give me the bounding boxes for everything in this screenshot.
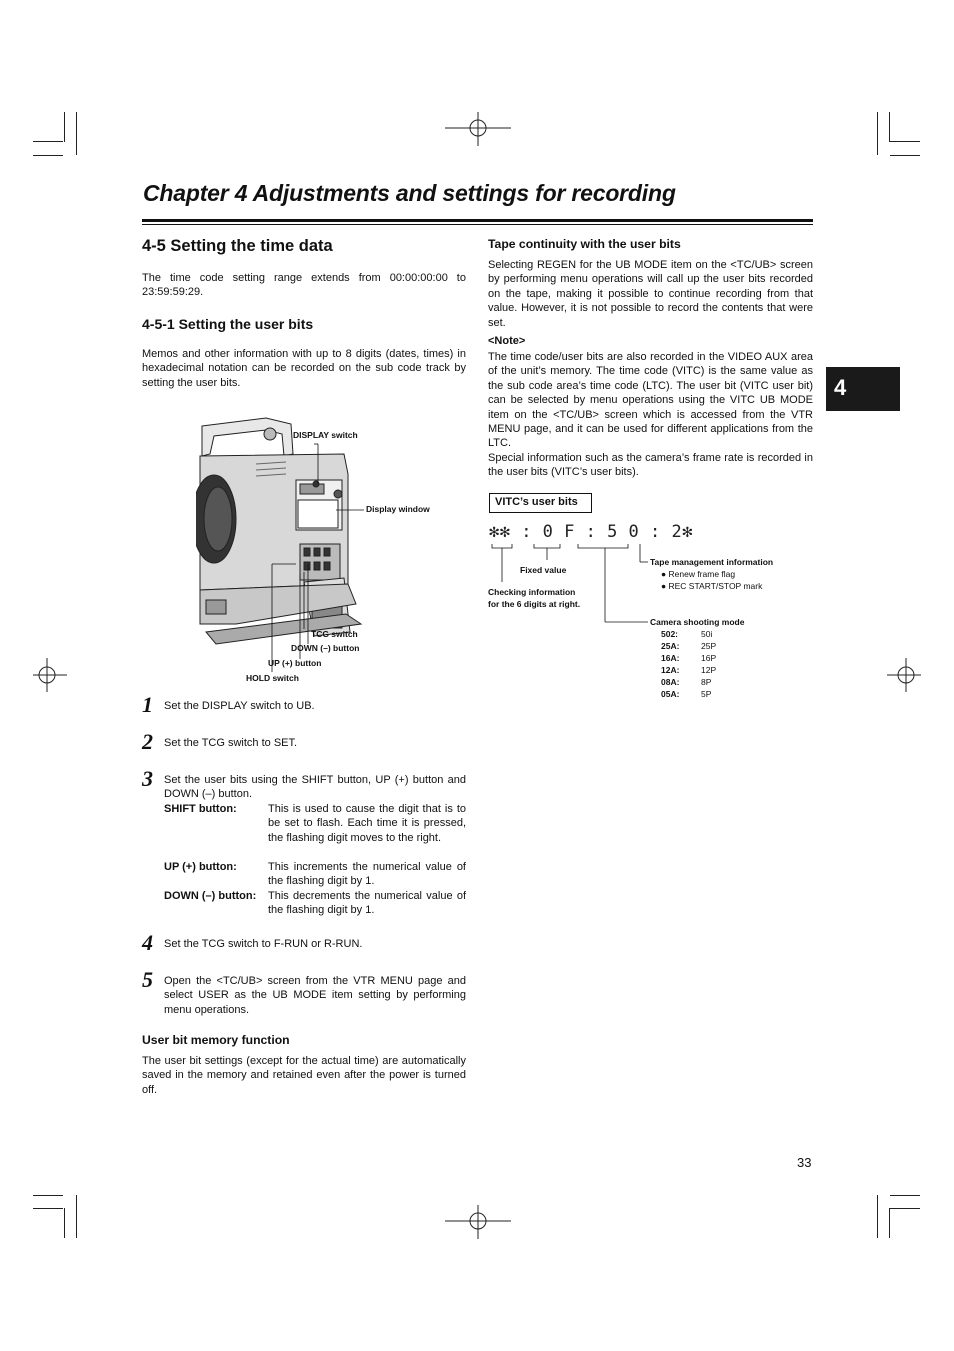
note-text-2: Special information such as the camera’s frame rate is recorded in the user bits (VITC’s user bits). xyxy=(488,452,813,479)
memory-title: User bit memory function xyxy=(142,1033,290,1047)
step-4-number: 4 xyxy=(142,930,153,955)
label-display-switch: DISPLAY switch xyxy=(293,430,358,440)
chapter-rule xyxy=(142,219,813,222)
note-title: <Note> xyxy=(488,335,526,347)
tape-item-rec-mark: ● REC START/STOP mark xyxy=(661,581,763,591)
mode-val-12p: 12P xyxy=(701,665,717,675)
label-tcg-switch: TCG switch xyxy=(311,629,358,639)
mode-code-502: 502: xyxy=(661,629,679,639)
label-up-button: UP (+) button xyxy=(268,658,322,668)
step-3-number: 3 xyxy=(142,766,153,791)
mode-code-05a: 05A: xyxy=(661,689,680,699)
label-checking-info-2: for the 6 digits at right. xyxy=(488,599,581,609)
chapter-title: Chapter 4 Adjustments and settings for recording xyxy=(143,180,676,206)
step-1-text: Set the DISPLAY switch to UB. xyxy=(164,700,315,712)
label-hold-switch: HOLD switch xyxy=(246,673,299,683)
mode-code-12a: 12A: xyxy=(661,665,680,675)
mode-val-5p: 5P xyxy=(701,689,712,699)
step-1-number: 1 xyxy=(142,692,153,717)
tape-title: Tape continuity with the user bits xyxy=(488,237,681,251)
subsection-text: Memos and other information with up to 8 digits (dates, times) in hexadecimal notation can be recorded on the sub code track by setting the user bits. xyxy=(142,348,466,389)
mode-val-8p: 8P xyxy=(701,677,712,687)
step-2-text: Set the TCG switch to SET. xyxy=(164,737,298,749)
vitc-box-label: VITC’s user bits xyxy=(489,493,592,513)
label-fixed-value: Fixed value xyxy=(520,565,567,575)
step-2-number: 2 xyxy=(142,729,153,754)
registration-mark-right xyxy=(887,658,921,692)
step-4-text: Set the TCG switch to F-RUN or R-RUN. xyxy=(164,938,363,950)
mode-val-50i: 50i xyxy=(701,629,713,639)
mode-code-08a: 08A: xyxy=(661,677,680,687)
registration-mark-bottom xyxy=(445,1205,511,1239)
section-intro: The time code setting range extends from 00:00:00:00 to 23:59:59:29. xyxy=(142,272,466,299)
page-number: 33 xyxy=(797,1155,812,1170)
registration-mark-top xyxy=(445,112,511,146)
mode-val-25p: 25P xyxy=(701,641,717,651)
step-5-text: Open the <TC/UB> screen from the VTR MENU page and select USER as the UB MODE item setting by performing menu operations. xyxy=(164,975,466,1016)
step-5-number: 5 xyxy=(142,967,153,992)
down-button-def: This decrements the numerical value of the flashing digit by 1. xyxy=(268,890,466,917)
chapter-tab-number: 4 xyxy=(834,375,847,400)
mode-val-16p: 16P xyxy=(701,653,717,663)
button-definitions xyxy=(164,802,466,922)
registration-mark-left xyxy=(33,658,67,692)
shift-button-term: SHIFT button: xyxy=(164,803,237,815)
label-checking-info-1: Checking information xyxy=(488,587,576,597)
up-button-term: UP (+) button: xyxy=(164,861,237,873)
chapter-tab xyxy=(826,367,900,411)
vitc-callout-lines xyxy=(488,542,658,624)
label-down-button: DOWN (–) button xyxy=(291,643,360,653)
mode-code-25a: 25A: xyxy=(661,641,680,651)
memory-text: The user bit settings (except for the actual time) are automatically saved in the memory and retained even after the power is turned off. xyxy=(142,1055,466,1096)
chapter-rule-thin xyxy=(142,224,813,225)
section-title: 4-5 Setting the time data xyxy=(142,237,333,255)
tape-item-renew: ● Renew frame flag xyxy=(661,569,736,579)
mode-code-16a: 16A: xyxy=(661,653,680,663)
label-display-window: Display window xyxy=(366,504,430,514)
label-tape-management: Tape management information xyxy=(650,557,774,567)
up-button-def: This increments the numerical value of the flashing digit by 1. xyxy=(268,861,466,888)
tape-text: Selecting REGEN for the UB MODE item on the <TC/UB> screen by performing menu operations will call up the user bits recorded on the tape, making it possible to continue recording from that value. However, it is not possible to record the contents that were set. xyxy=(488,259,813,329)
down-button-term: DOWN (–) button: xyxy=(164,890,257,902)
label-camera-shooting-mode: Camera shooting mode xyxy=(650,617,745,627)
note-text-1: The time code/user bits are also recorded in the VIDEO AUX area of the unit’s memory. The time code (VITC) is the same value as the sub code area’s time code (LTC). The user bit (VITC user bit) can be selected by menu operations using the VITC UB MODE item on the <TC/UB> screen which is accessed from the VTR MENU page, and it can be used for different applications from the LTC. xyxy=(488,351,813,450)
step-3-text: Set the user bits using the SHIFT button, UP (+) button and DOWN (–) button. xyxy=(164,774,466,801)
subsection-title: 4-5-1 Setting the user bits xyxy=(142,316,314,332)
shift-button-def: This is used to cause the digit that is to be set to flash. Each time it is pressed, the flashing digit moves to the right. xyxy=(268,803,466,844)
vitc-display: ✻✻ : 0 F : 5 0 : 2✻ xyxy=(489,522,693,542)
